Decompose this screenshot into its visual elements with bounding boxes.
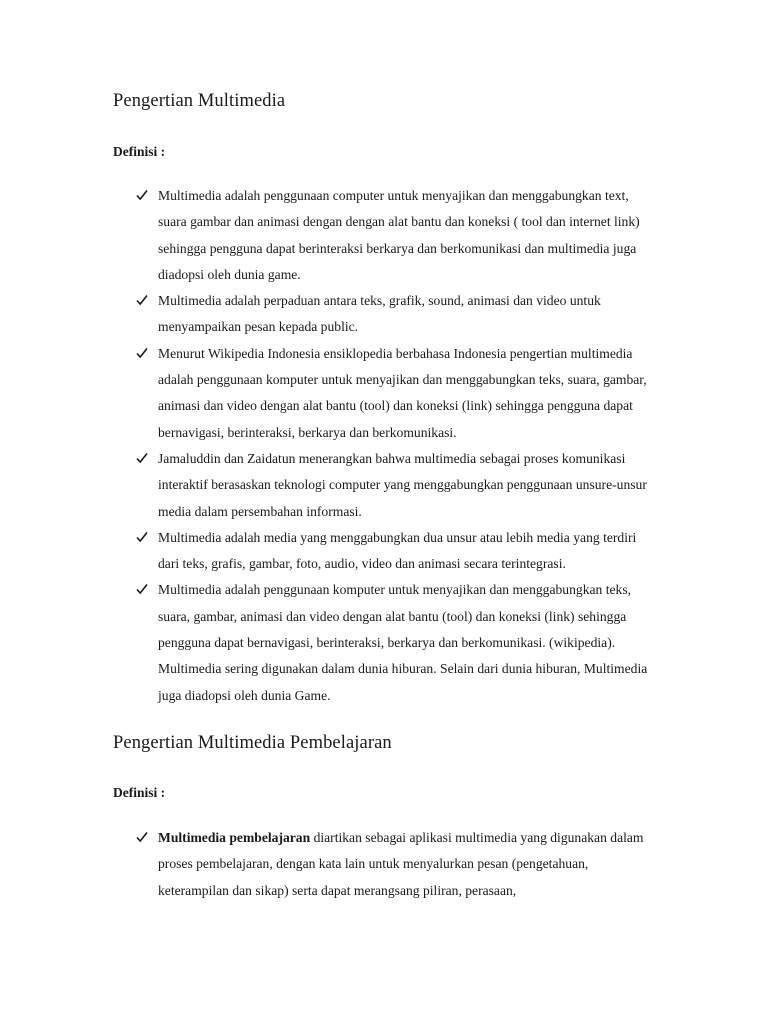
list-item-text: Menurut Wikipedia Indonesia ensiklopedia berbahasa Indonesia pengertian multimedia adalah penggunaan komputer untuk menyajikan dan menggabungkan teks, suara, gambar, animasi dan video dengan alat bantu (tool) dan koneksi (link) sehingga pengguna dapat bernavigasi, berinteraksi, berkarya dan berkomunikasi. [158, 345, 647, 440]
list-item [0, 446, 768, 525]
checkmark-icon [136, 446, 150, 472]
definition-label: Definisi : [113, 144, 166, 159]
list-item [0, 577, 768, 708]
checkmark-icon [136, 341, 150, 367]
list-item-text: Multimedia adalah penggunaan computer untuk menyajikan dan menggabungkan text, suara gambar dan animasi dengan dengan alat bantu dan koneksi ( tool dan internet link) sehingga pengguna dapat berinteraksi berkarya dan berkomunikasi dan multimedia juga diadopsi oleh dunia game. [158, 188, 640, 282]
list-item-text: Jamaluddin dan Zaidatun menerangkan bahwa multimedia sebagai proses komunikasi interaktif berasaskan teknologi computer yang menggabungkan penggunaan unsure-unsur media dalam persembahan informasi. [158, 450, 647, 519]
checkmark-icon [136, 288, 150, 314]
list-item [0, 288, 768, 341]
list-item [0, 825, 768, 904]
list-item-text: Multimedia adalah perpaduan antara teks, grafik, sound, animasi dan video untuk menyampaikan pesan kepada public. [158, 293, 601, 335]
list-item-text: Multimedia adalah penggunaan komputer untuk menyajikan dan menggabungkan teks, suara, gambar, animasi dan video dengan alat bantu (tool) dan koneksi (link) sehingga pengguna dapat bernavigasi, berinteraksi, berkarya dan berkomunikasi. (wikipedia). Multimedia sering digunakan dalam dunia hiburan. Selain dari dunia hiburan, Multimedia juga diadopsi oleh dunia Game. [158, 582, 648, 703]
checkmark-icon [136, 183, 150, 209]
list-item-text: Multimedia adalah media yang menggabungkan dua unsur atau lebih media yang terdiri dari teks, grafis, gambar, foto, audio, video dan animasi secara terintegrasi. [158, 529, 637, 572]
section-title-multimedia-pembelajaran: Pengertian Multimedia Pembelajaran [113, 733, 392, 753]
term-bold: Multimedia pembelajaran [158, 830, 311, 845]
section-title-multimedia: Pengertian Multimedia [113, 91, 286, 111]
list-item [0, 183, 768, 288]
checkmark-icon [136, 577, 150, 603]
list-item [0, 341, 768, 446]
list-item [0, 525, 768, 578]
checkmark-icon [136, 825, 150, 851]
checkmark-icon [136, 525, 150, 551]
list-item-text: diartikan sebagai aplikasi multimedia yang digunakan dalam proses pembelajaran, dengan kata lain untuk menyalurkan pesan (pengetahuan, keterampilan dan sikap) serta dapat merangsang piliran, perasaan, [158, 830, 644, 898]
definition-label: Definisi : [113, 785, 166, 800]
definition-list-multimedia [0, 183, 768, 709]
definition-list-pembelajaran [0, 825, 768, 904]
